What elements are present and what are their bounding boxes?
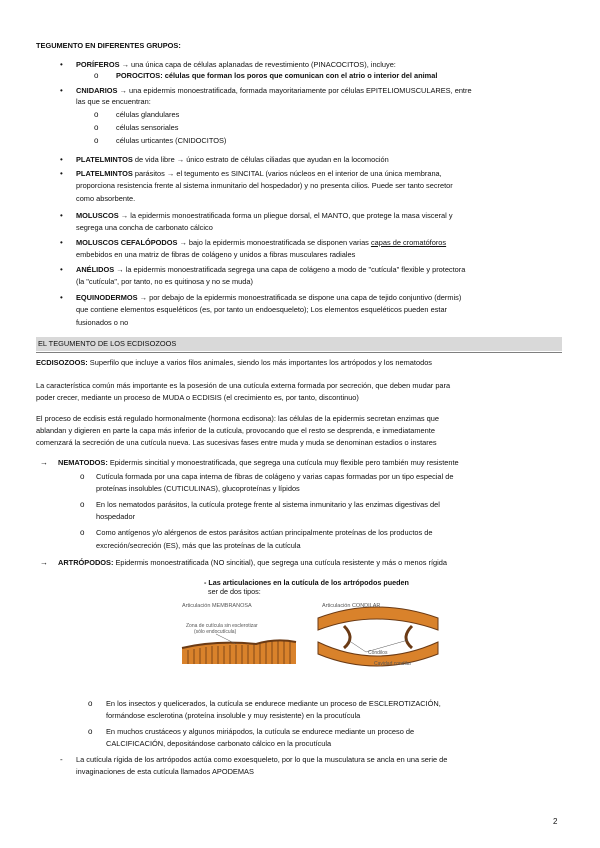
- item-label: PLATELMINTOS: [76, 155, 133, 164]
- sub-bullet: o: [80, 500, 85, 509]
- final-line-2: invaginaciones de esta cutícula llamados APODEMAS: [76, 767, 254, 776]
- item-moluscos: [76, 211, 453, 222]
- art-sub-2-line-1: En muchos crustáceos y algunos miriápodos, la cutícula se endurece mediante un proceso de: [106, 727, 415, 736]
- item-platelmintos-libre: [76, 155, 389, 166]
- item-label: MOLUSCOS: [76, 211, 119, 220]
- page-number: 2: [553, 817, 558, 826]
- bullet: •: [60, 293, 63, 302]
- bullet: •: [60, 155, 63, 164]
- item-platelmintos-cont2: como absorbente.: [76, 194, 136, 203]
- dash-bullet: -: [60, 755, 63, 764]
- item-text: → la epidermis monoestratificada forma un pliegue dorsal, el MANTO, que protege la masa visceral y: [118, 211, 453, 220]
- sub-urticantes: células urticantes (CNIDOCITOS): [116, 136, 227, 145]
- intro-label: ECDISOZOOS:: [36, 358, 88, 367]
- item-cnidarios: [76, 86, 472, 97]
- paragraph-1-line-2: poder crecer, mediante un proceso de MUDA o ECDISIS (el crecimiento es, por tanto, discontinuo): [36, 393, 359, 402]
- left-note-2: (sólo endocutícula): [194, 629, 237, 635]
- bullet: •: [60, 86, 63, 95]
- nem-sub-1-line-1: Cutícula formada por una capa interna de fibras de colágeno y varias capas formadas por un tipo especial de: [96, 472, 454, 481]
- left-note-1: Zona de cutícula sin esclerotizar: [186, 623, 258, 629]
- sub-bullet: o: [94, 71, 99, 80]
- nem-sub-3-line-1: Como antígenos y/o alérgenos de estos parásitos actúan principalmente proteínas de los productos de: [96, 528, 433, 537]
- ecdisozoos-intro: [36, 358, 432, 369]
- figure-caption-2: ser de dos tipos:: [208, 587, 261, 596]
- item-moluscos-cont: segrega una concha de carbonato cálcico: [76, 223, 213, 232]
- paragraph-2-line-1: El proceso de ecdisis está regulado hormonalmente (hormona ecdisona): las células de la epidermis secretan enzimas que: [36, 414, 440, 423]
- item-label: EQUINODERMOS: [76, 293, 138, 302]
- bullet: •: [60, 211, 63, 220]
- membranous-joint-drawing: [182, 634, 296, 664]
- nematodos-line: [58, 458, 459, 469]
- sub-glandulares: células glandulares: [116, 110, 180, 119]
- item-label: ANÉLIDOS: [76, 265, 115, 274]
- item-text: → una única capa de células aplanadas de revestimiento (PINACOCITOS), incluye:: [119, 60, 396, 69]
- sub-bullet: o: [94, 136, 99, 145]
- nematodos-text: Epidermis sincitial y monoestratificada, que segrega una cutícula muy flexible pero también muy resistente: [107, 458, 459, 467]
- underlined-term: capas de cromatóforos: [370, 238, 447, 247]
- item-text: → una epidermis monoestratificada, formada mayoritariamente por células EPITELIOMUSCULARES, entre: [117, 86, 472, 95]
- bullet: •: [60, 265, 63, 274]
- paragraph-2-line-3: comenzará la secreción de una cutícula nueva. Las sucesivas fases entre muda y muda se denominan estadios o instares: [36, 438, 437, 447]
- item-text: → por debajo de la epidermis monoestratificada se dispone una capa de tejido conjuntivo (dermis): [137, 293, 462, 302]
- right-note-1: Cóndilos: [368, 650, 388, 656]
- sub-bullet: o: [88, 727, 93, 736]
- arrow-bullet: →: [40, 558, 48, 567]
- item-cnidarios-cont: las que se encuentran:: [76, 97, 151, 106]
- item-poriferos: [76, 60, 396, 71]
- item-anelidos-cont: (la "cutícula", por tanto, no es quitinosa y no se muda): [76, 277, 253, 286]
- articulation-figure: [176, 578, 446, 674]
- page-title: TEGUMENTO EN DIFERENTES GRUPOS:: [36, 41, 181, 50]
- item-text: de vida libre → único estrato de células ciliadas que ayudan en la locomoción: [132, 155, 389, 164]
- item-text: → la epidermis monoestratificada segrega una capa de colágeno a modo de "cutícula" flexible y protectora: [114, 265, 466, 274]
- sub-bullet: o: [80, 528, 85, 537]
- intro-text: Superfilo que incluye a varios filos animales, siendo los más importantes los artrópodos y los nematodos: [87, 358, 432, 367]
- paragraph-2-line-2: ablandan y digieren en parte la capa más inferior de la cutícula, provocando que el resto se desprenda, e inmediatamente: [36, 426, 435, 435]
- nematodos-label: NEMATODOS:: [58, 458, 108, 467]
- item-platelmintos-cont1: proporciona resistencia frente al sistema inmunitario del hospedador) y no presenta cilios. Puede ser tanto secretor: [76, 181, 453, 190]
- bullet: •: [60, 169, 63, 178]
- right-panel-title: Articulación CONDILAR: [322, 603, 381, 609]
- sub-bullet: o: [80, 472, 85, 481]
- sub-bullet: o: [88, 699, 93, 708]
- nem-sub-1-line-2: proteínas insolubles (CUTICULINAS), glucoproteínas y lípidos: [96, 484, 300, 493]
- right-note-2: Cavidad condilar: [374, 661, 412, 667]
- bullet: •: [60, 60, 63, 69]
- item-label: PLATELMINTOS: [76, 169, 133, 178]
- item-text: parásitos → el tegumento es SINCITAL (varios núcleos en el interior de una única membrana,: [132, 169, 442, 178]
- item-cefalopodos-cont: embebidos en una matriz de fibras de colágeno y unidos a fibras musculares radiales: [76, 250, 356, 259]
- item-platelmintos-parasitos: [76, 169, 442, 180]
- nem-sub-3-line-2: excreción/secreción (ES), más que las proteínas de la cutícula: [96, 541, 301, 550]
- item-label: MOLUSCOS CEFALÓPODOS: [76, 238, 178, 247]
- art-sub-1-line-2: formándose esclerotina (proteína insoluble y muy resistente) en la procutícula: [106, 711, 361, 720]
- arrow-bullet: →: [40, 458, 48, 467]
- artropodos-line: [58, 558, 447, 569]
- art-sub-1-line-1: En los insectos y quelicerados, la cutícula se endurece mediante un proceso de ESCLEROTIZACIÓN,: [106, 699, 441, 708]
- nem-sub-2-line-2: hospedador: [96, 512, 136, 521]
- section-heading: EL TEGUMENTO DE LOS ECDISOZOOS: [38, 339, 177, 348]
- item-cefalopodos: [76, 238, 446, 249]
- sub-bullet: o: [94, 110, 99, 119]
- section-rule: [36, 352, 562, 353]
- art-sub-2-line-2: CALCIFICACIÓN, depositándose carbonato cálcico en la procutícula: [106, 739, 332, 748]
- nem-sub-2-line-1: En los nematodos parásitos, la cutícula protege frente al sistema inmunitario y las enzimas digestivas del: [96, 500, 440, 509]
- item-text: → bajo la epidermis monoestratificada se disponen varias: [177, 238, 371, 247]
- artropodos-label: ARTRÓPODOS:: [58, 558, 114, 567]
- left-panel-title: Articulación MEMBRANOSA: [182, 603, 252, 609]
- item-equinodermos-cont2: fusionados o no: [76, 318, 129, 327]
- item-equinodermos-cont1: que contiene elementos esqueléticos (es, por tanto un endoesqueleto); Los elementos esqueléticos pueden estar: [76, 305, 448, 314]
- artropodos-text: Epidermis monoestratificada (NO sincitial), que segrega una cutícula resistente y más o menos rígida: [113, 558, 447, 567]
- final-line-1: La cutícula rígida de los artrópodos actúa como exoesqueleto, por lo que la musculatura se ancla en una serie de: [76, 755, 448, 764]
- sub-bullet: o: [94, 123, 99, 132]
- bullet: •: [60, 238, 63, 247]
- sub-porocitos: POROCITOS: células que forman los poros que comunican con el atrio o interior del animal: [116, 71, 438, 80]
- item-anelidos: [76, 265, 465, 276]
- paragraph-1-line-1: La característica común más importante es la posesión de una cutícula externa formada por secreción, que deben mudar para: [36, 381, 451, 390]
- sub-sensoriales: células sensoriales: [116, 123, 179, 132]
- item-label: CNIDARIOS: [76, 86, 118, 95]
- figure-caption-1: - Las articulaciones en la cutícula de los artrópodos pueden: [204, 578, 409, 587]
- item-label: PORÍFEROS: [76, 60, 120, 69]
- item-equinodermos: [76, 293, 461, 304]
